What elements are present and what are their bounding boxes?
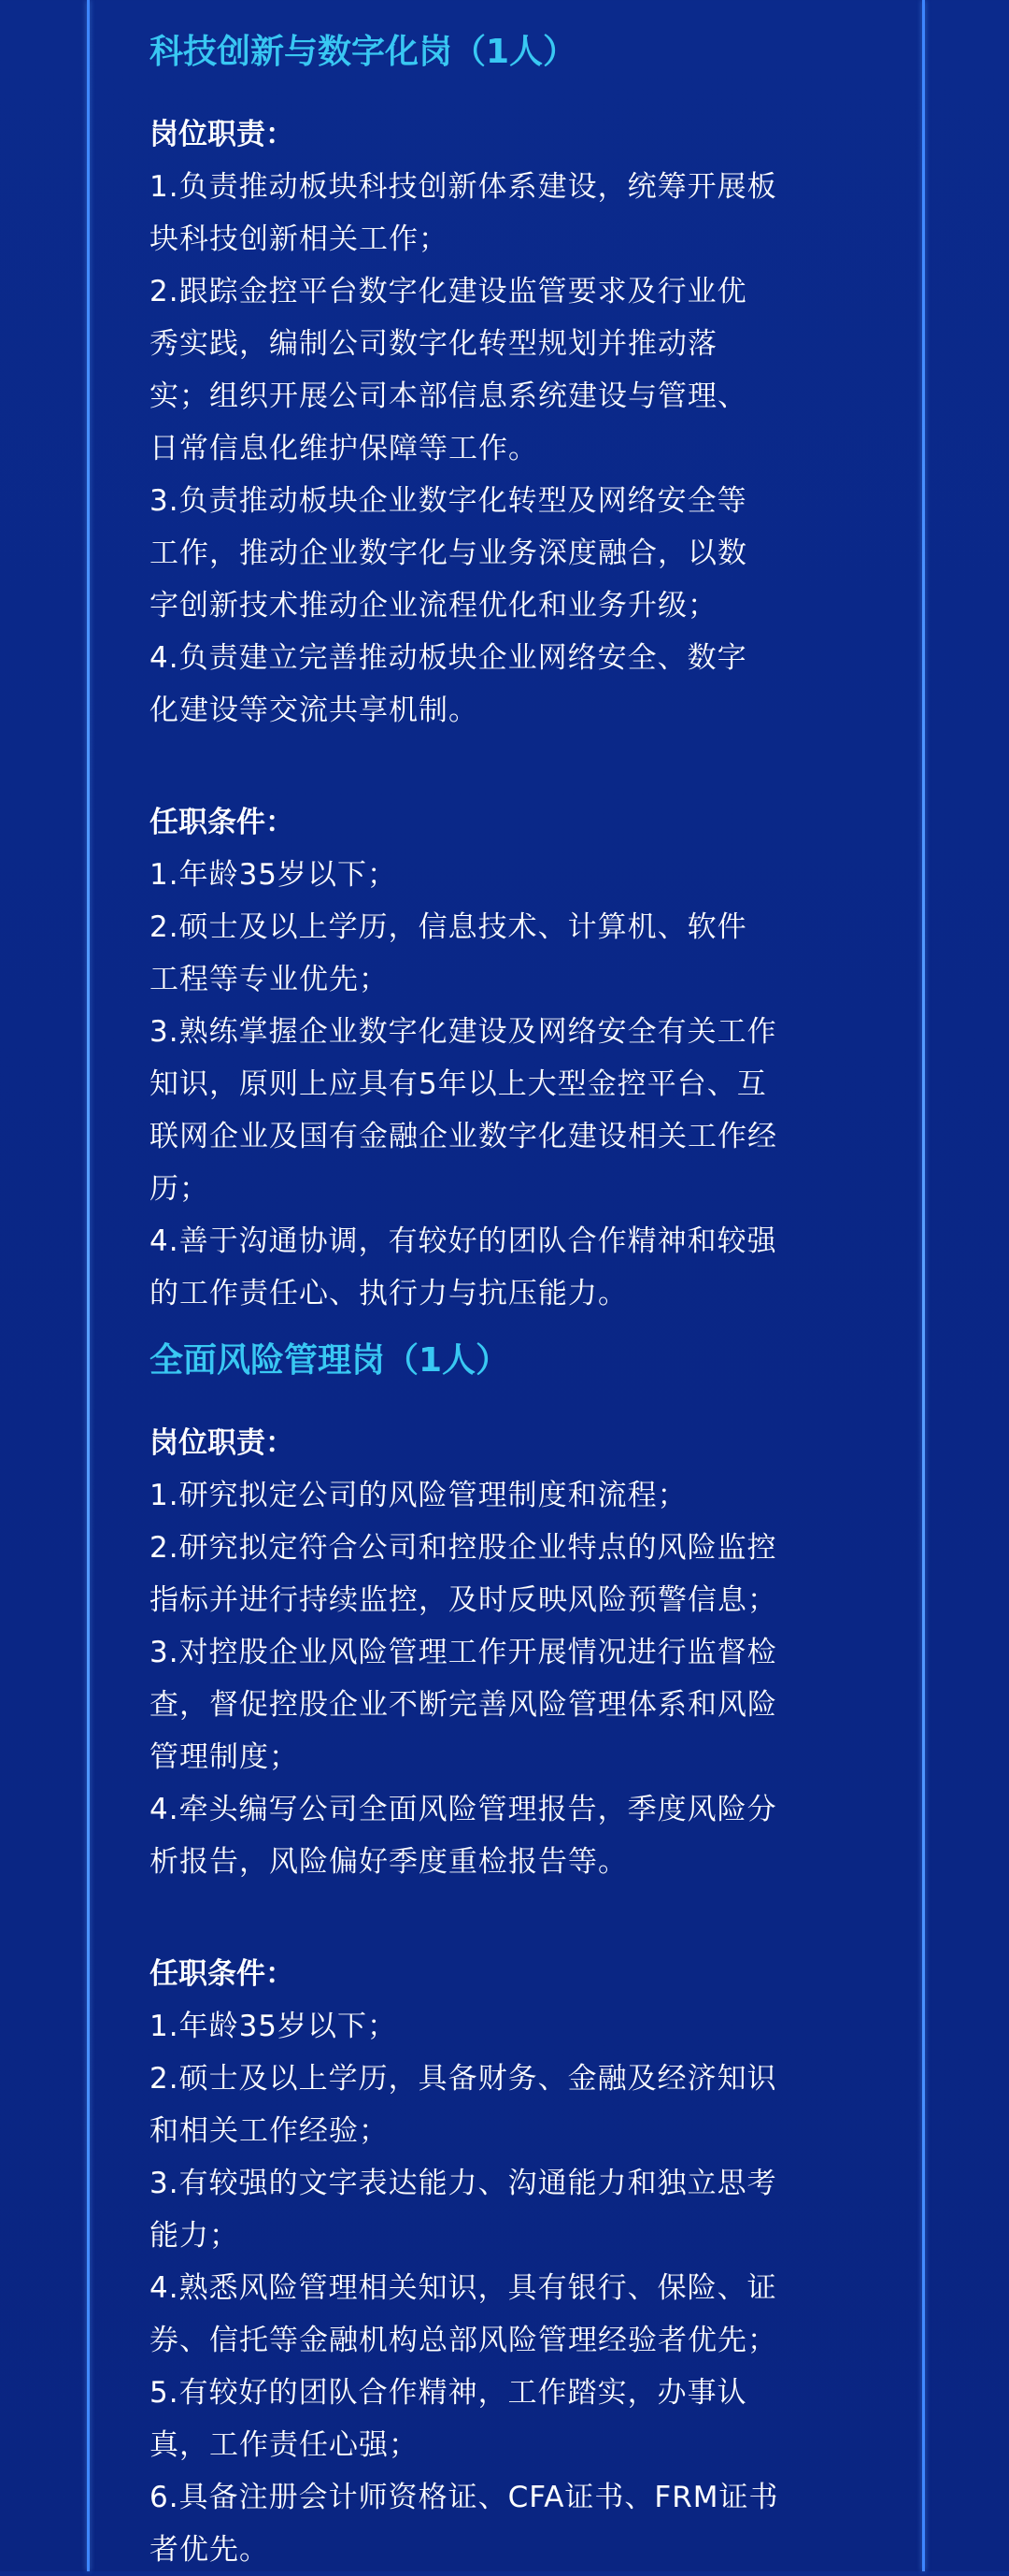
requirement-line: 3.有较强的文字表达能力、沟通能力和独立思考 xyxy=(149,2167,777,2200)
requirement-line: 6.具备注册会计师资格证、CFA证书、FRM证书 xyxy=(149,2481,779,2514)
spacer xyxy=(149,1888,878,1940)
duty-line: 3.负责推动板块企业数字化转型及网络安全等 xyxy=(149,484,747,518)
spacer xyxy=(149,737,878,789)
requirement-line: 和相关工作经验； xyxy=(149,2114,389,2148)
duty-line: 1.负责推动板块科技创新体系建设，统筹开展板 xyxy=(149,170,777,204)
requirement-line: 1.年龄35岁以下； xyxy=(149,858,398,892)
requirement-line: 能力； xyxy=(149,2219,239,2253)
duty-line: 字创新技术推动企业流程优化和业务升级； xyxy=(149,589,718,623)
requirement-line: 真，工作责任心强； xyxy=(149,2428,419,2462)
duty-line: 指标并进行持续监控，及时反映风险预警信息； xyxy=(149,1583,777,1617)
duty-line: 工作，推动企业数字化与业务深度融合，以数 xyxy=(149,537,747,570)
requirement-line: 知识，原则上应具有5年以上大型金控平台、互 xyxy=(149,1067,767,1101)
job-section-tech-digital xyxy=(149,19,878,1320)
duty-line: 2.跟踪金控平台数字化建设监管要求及行业优 xyxy=(149,275,747,308)
requirement-line: 2.硕士及以上学历，具备财务、金融及经济知识 xyxy=(149,2062,777,2096)
requirement-heading: 任职条件： xyxy=(149,1957,294,1991)
requirement-line: 4.善于沟通协调，有较好的团队合作精神和较强 xyxy=(149,1224,777,1258)
duty-line: 化建设等交流共享机制。 xyxy=(149,694,478,727)
duty-line: 管理制度； xyxy=(149,1740,299,1774)
job-title: 科技创新与数字化岗（1人） xyxy=(149,33,577,71)
requirement-line: 联网企业及国有金融企业数字化建设相关工作经 xyxy=(149,1120,777,1153)
requirement-line: 历； xyxy=(149,1172,209,1206)
duty-line: 秀实践，编制公司数字化转型规划并推动落 xyxy=(149,327,718,361)
requirement-line: 2.硕士及以上学历，信息技术、计算机、软件 xyxy=(149,910,747,944)
duty-line: 实；组织开展公司本部信息系统建设与管理、 xyxy=(149,379,747,413)
job-listing-content xyxy=(149,19,878,2576)
duty-line: 1.研究拟定公司的风险管理制度和流程； xyxy=(149,1479,688,1512)
spacer xyxy=(149,789,878,796)
job-title: 全面风险管理岗（1人） xyxy=(149,1341,510,1380)
spacer xyxy=(149,1940,878,1948)
duty-line: 析报告，风险偏好季度重检报告等。 xyxy=(149,1845,628,1879)
duty-line: 4.负责建立完善推动板块企业网络安全、数字 xyxy=(149,641,747,675)
requirement-heading: 任职条件： xyxy=(149,806,294,839)
requirement-line: 者优先。 xyxy=(149,2533,269,2567)
requirement-line: 的工作责任心、执行力与抗压能力。 xyxy=(149,1277,628,1310)
left-frame-line xyxy=(87,0,90,2571)
duty-heading: 岗位职责： xyxy=(149,118,294,151)
duty-line: 2.研究拟定符合公司和控股企业特点的风险监控 xyxy=(149,1531,777,1565)
duty-line: 4.牵头编写公司全面风险管理报告，季度风险分 xyxy=(149,1793,777,1826)
duty-heading: 岗位职责： xyxy=(149,1426,294,1460)
duty-line: 日常信息化维护保障等工作。 xyxy=(149,432,538,465)
job-section-risk-management xyxy=(149,1327,878,2576)
requirement-line: 3.熟练掌握企业数字化建设及网络安全有关工作 xyxy=(149,1015,777,1049)
requirement-line: 工程等专业优先； xyxy=(149,963,389,996)
requirement-line: 4.熟悉风险管理相关知识，具有银行、保险、证 xyxy=(149,2271,777,2305)
right-frame-line xyxy=(922,0,925,2571)
spacer xyxy=(149,1320,878,1327)
requirement-line: 5.有较好的团队合作精神，工作踏实，办事认 xyxy=(149,2376,747,2410)
duty-line: 3.对控股企业风险管理工作开展情况进行监督检 xyxy=(149,1636,777,1669)
duty-line: 查，督促控股企业不断完善风险管理体系和风险 xyxy=(149,1688,777,1722)
requirement-line: 券、信托等金融机构总部风险管理经验者优先； xyxy=(149,2324,777,2357)
duty-line: 块科技创新相关工作； xyxy=(149,222,448,256)
requirement-line: 1.年龄35岁以下； xyxy=(149,2010,398,2043)
